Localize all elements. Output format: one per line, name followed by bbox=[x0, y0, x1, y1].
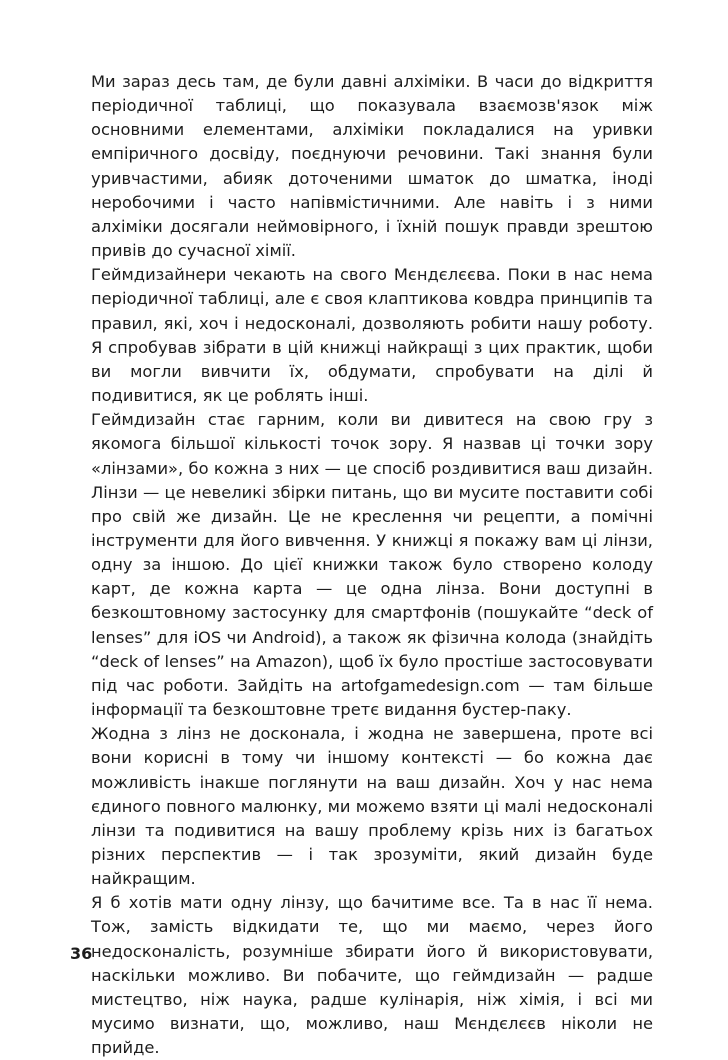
paragraph-alchemists: Ми зараз десь там, де були давні алхіміки. В часи до відкриття періодичної таблиці, що показувала взаємозв'язок між основними елементами, алхіміки покладалися на уривки емпіричного досвіду, поєднуючи речовини. Такі знання були уривчастими, абияк доточеними шматок до шматка, іноді неробочими і часто напівмістичними. Але навіть і з ними алхіміки досягали неймовірного, і їхній пошук правди зрештою привів до сучасної хімії. bbox=[91, 72, 653, 261]
paragraph-one-lens: Я б хотів мати одну лінзу, що бачитиме все. Та в нас її нема. Тож, замість відкидати те, що ми маємо, через його недосконалість, розумніше збирати його й використовувати, наскільки можливо. Ви побачите, що геймдизайн — радше мистецтво, ніж наука, радше кулінарія, ніж хімія, і всі ми мусимо визнати, що, можливо, наш Мєндєлєєв ніколи не прийде. bbox=[91, 893, 653, 1058]
body-text bbox=[91, 70, 653, 1060]
page-number: 36 bbox=[70, 944, 93, 963]
paragraph-lenses: Геймдизайн стає гарним, коли ви дивитеся на свою гру з якомога більшої кількості точок зору. Я назвав ці точки зору «лінзами», бо кожна з них — це спосіб роздивитися ваш дизайн. Лінзи — це невеликі збірки питань, що ви мусите поставити собі про свій же дизайн. Це не креслення чи рецепти, а помічні інструменти для його вивчення. У книжці я покажу вам ці лінзи, одну за іншою. До цієї книжки також було створено колоду карт, де кожна карта — це одна лінза. Вони доступні в безкоштовному застосунку для смартфонів (пошукайте “deck of lenses” для iOS чи Android), а також як фізична колода (знайдіть “deck of lenses” на Amazon), щоб їх було простіше застосовувати під час роботи. Зайдіть на artofgamedesign.com — там більше інформації та безкоштовне третє видання бустер-паку. bbox=[91, 410, 653, 720]
paragraph-no-perfect-lens: Жодна з лінз не досконала, і жодна не завершена, проте всі вони корисні в тому чи іншому контексті — бо кожна дає можливість інакше поглянути на ваш дизайн. Хоч у нас нема єдиного повного малюнку, ми можемо взяти ці малі недосконалі лінзи та подивитися на вашу проблему крізь них із багатьох різних перспектив — і так зрозуміти, який дизайн буде найкращим. bbox=[91, 724, 653, 889]
paragraph-game-designers-waiting: Геймдизайнери чекають на свого Мєндєлєєва. Поки в нас нема періодичної таблиці, але є своя клаптикова ковдра принципів та правил, які, хоч і недосконалі, дозволяють робити нашу роботу. Я спробував зібрати в цій книжці найкращі з цих практик, щоби ви могли вивчити їх, обдумати, спробувати на ділі й подивитися, як це роблять інші. bbox=[91, 265, 653, 406]
